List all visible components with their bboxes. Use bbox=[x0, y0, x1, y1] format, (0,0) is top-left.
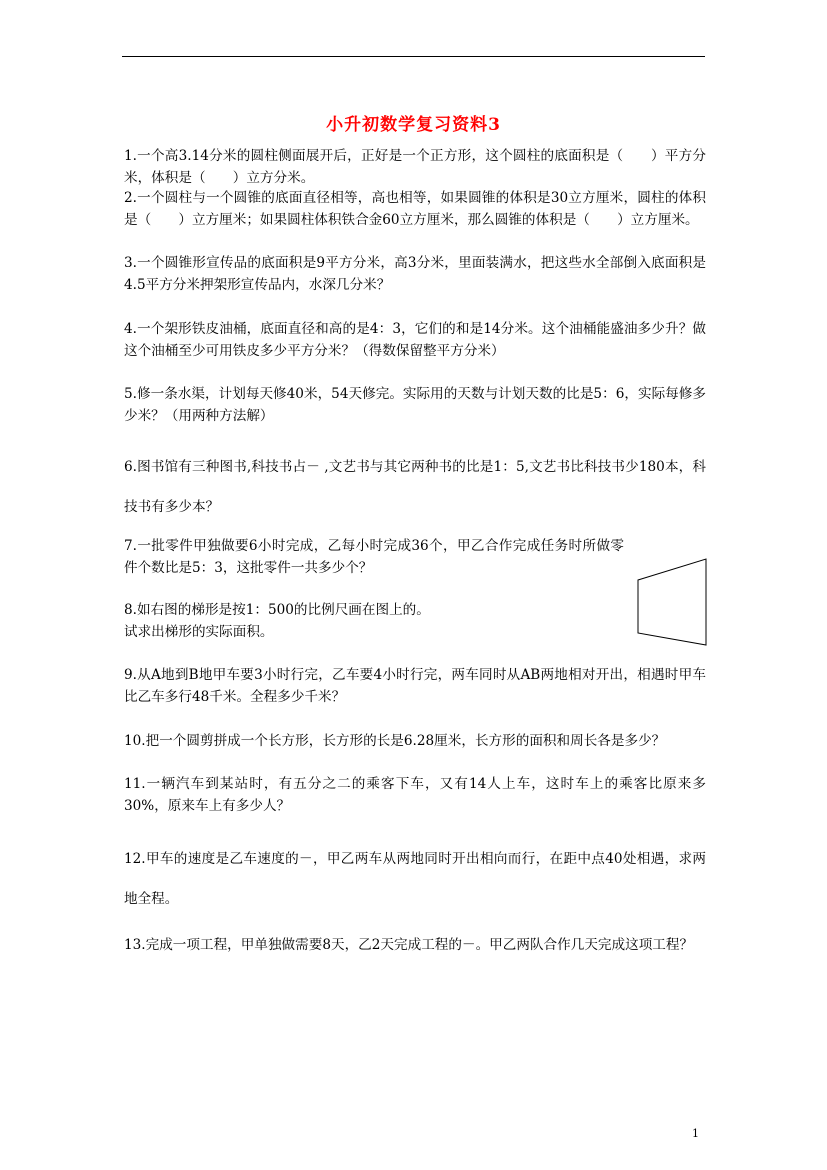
question-6: 6.图书馆有三种图书,科技书占－ ,文艺书与其它两种书的比是1：5,文艺书比科技书少180本，科技书有多少本？ bbox=[124, 459, 706, 515]
question-1: 1.一个高3.14分米的圆柱侧面展开后，正好是一个正方形，这个圆柱的底面积是（ ）平方分米，体积是（ ）立方分米。 bbox=[124, 148, 706, 186]
question-7: 7.一批零件甲独做要6小时完成，乙每小时完成36个，甲乙合作完成任务时所做零件个数比是5：3，这批零件一共多少个？ bbox=[124, 538, 624, 576]
question-3: 3.一个圆锥形宣传品的底面积是9平方分米，高3分米，里面装满水，把这些水全部倒入底面积是4.5平方分米押架形宣传品内，水深几分米？ bbox=[124, 255, 706, 293]
question-4: 4.一个架形铁皮油桶，底面直径和高的是4：3，它们的和是14分米。这个油桶能盛油多少升？做这个油桶至少可用铁皮多少平方分米？（得数保留整平方分米） bbox=[124, 321, 706, 359]
trapezoid-figure bbox=[636, 558, 708, 646]
question-13: 13.完成一项工程，甲单独做需要8天，乙2天完成工程的－。甲乙两队合作几天完成这项工程？ bbox=[124, 937, 694, 953]
question-9: 9.从A地到B地甲车要3小时行完，乙车要4小时行完，两车同时从AB两地相对开出，相遇时甲车比乙车多行48千米。全程多少千米？ bbox=[124, 667, 706, 705]
document-title: 小升初数学复习资料3 bbox=[326, 115, 501, 135]
question-2: 2.一个圆柱与一个圆锥的底面直径相等，高也相等，如果圆锥的体积是30立方厘米，圆柱的体积是（ ）立方厘米；如果圆柱体积铁合金60立方厘米，那么圆锥的体积是（ ）立方厘米。 bbox=[124, 190, 706, 228]
header-rule bbox=[122, 56, 705, 57]
trapezoid-shape bbox=[638, 559, 706, 645]
question-5: 5.修一条水渠，计划每天修40米，54天修完。实际用的天数与计划天数的比是5：6，实际每修多少米？（用两种方法解） bbox=[124, 386, 706, 424]
question-12: 12.甲车的速度是乙车速度的－，甲乙两车从两地同时开出相向而行，在距中点40处相遇，求两地全程。 bbox=[124, 851, 706, 907]
question-11: 11.一辆汽车到某站时，有五分之二的乘客下车，又有14人上车，这时车上的乘客比原来多30%，原来车上有多少人？ bbox=[124, 776, 706, 814]
question-10: 10.把一个圆剪拼成一个长方形，长方形的长是6.28厘米，长方形的面积和周长各是多少？ bbox=[124, 733, 666, 749]
question-8: 8.如右图的梯形是按1：500的比例尺画在图上的。 试求出梯形的实际面积。 bbox=[124, 602, 430, 640]
page-number: 1 bbox=[692, 1127, 699, 1140]
